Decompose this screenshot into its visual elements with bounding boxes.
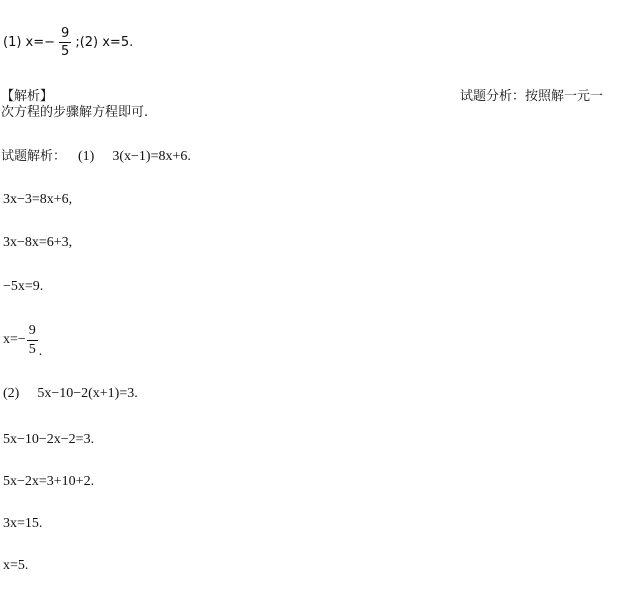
part2-step-2: 5x−2x=3+10+2.	[3, 474, 95, 489]
part2-step-4: x=5.	[3, 558, 29, 573]
part1-final-denominator: 5	[28, 341, 36, 357]
part1-equation: 3(x−1)=8x+6.	[112, 149, 191, 164]
solution-label: 试题解析：	[1, 149, 67, 164]
answer-line	[3, 22, 133, 62]
part2-step-1: 5x−10−2x−2=3.	[3, 432, 95, 447]
part1-label: (1)	[78, 149, 95, 164]
part1-final-fraction	[27, 324, 38, 357]
part1-final	[3, 320, 42, 360]
answer-part2: ;(2) x=5.	[75, 34, 134, 50]
analysis-heading: 【解析】	[1, 89, 54, 104]
answer-part1-fraction	[59, 27, 71, 58]
analysis-intro-cont: 次方程的步骤解方程即可.	[1, 105, 149, 120]
part1-final-numerator: 9	[27, 324, 38, 341]
part2-line	[3, 386, 138, 402]
part1-step-1: 3x−3=8x+6,	[3, 192, 73, 207]
analysis-intro-right: 试题分析：按照解一元一	[460, 89, 604, 104]
answer-part1-denominator: 5	[61, 43, 70, 59]
answer-part1-prefix: (1) x=−	[3, 34, 56, 50]
part2-label: (2)	[3, 386, 20, 401]
part1-final-prefix: x=−	[3, 332, 26, 347]
answer-part1-numerator: 9	[61, 25, 70, 41]
part1-final-suffix: .	[38, 344, 43, 359]
part2-step-3: 3x=15.	[3, 516, 43, 531]
solution-line	[1, 145, 191, 165]
part1-step-3: −5x=9.	[3, 279, 44, 294]
part2-equation: 5x−10−2(x+1)=3.	[37, 386, 138, 401]
part1-step-2: 3x−8x=6+3,	[3, 235, 73, 250]
